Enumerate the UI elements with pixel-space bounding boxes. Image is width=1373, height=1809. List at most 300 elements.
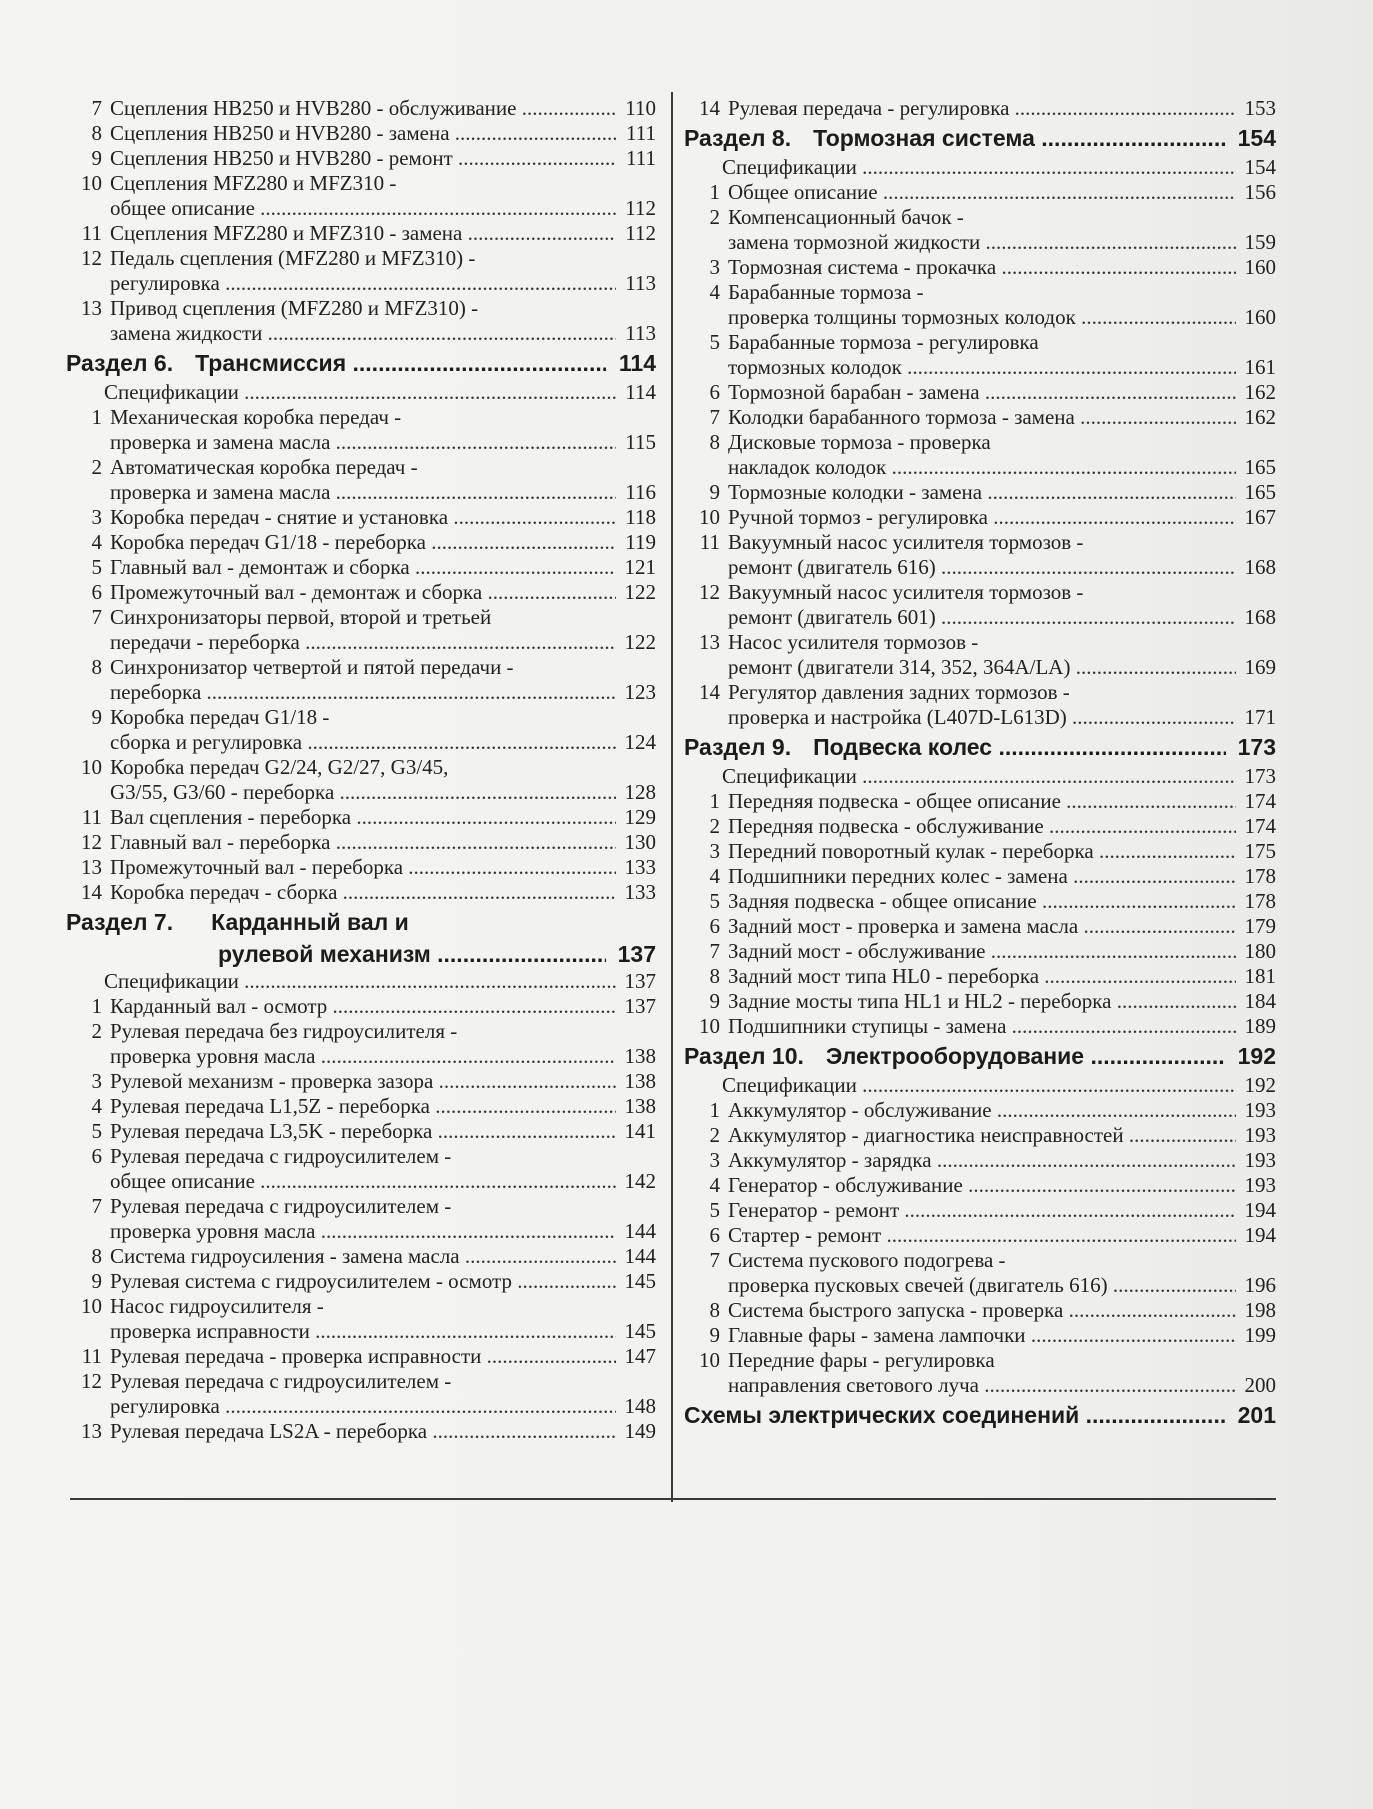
toc-entry: [66, 780, 656, 805]
toc-entry: [66, 830, 656, 855]
toc-entry: [66, 221, 656, 246]
toc-entry: [66, 1044, 656, 1069]
section-title-group: [66, 905, 606, 939]
section-title-group: [684, 730, 1226, 764]
toc-section-heading-cont: [66, 939, 656, 969]
section-page-number: 114: [618, 350, 656, 376]
toc-entry: [66, 296, 656, 321]
entry-page-number: 169: [1244, 655, 1276, 679]
entry-number: 14: [699, 680, 720, 704]
entry-page-number: 194: [1244, 1198, 1276, 1222]
entry-number: 1: [709, 180, 720, 204]
toc-entry: [66, 855, 656, 880]
entry-title: Компенсационный бачок -: [728, 205, 964, 229]
entry-number: 5: [91, 1119, 102, 1143]
section-title-group: [218, 939, 606, 969]
entry-number: 1: [91, 405, 102, 429]
entry-page-number: 128: [624, 780, 656, 804]
entry-text-wrap: [684, 1223, 1236, 1248]
entry-title: Передняя подвеска - обслуживание: [728, 814, 1044, 838]
entry-page-number: 159: [1244, 230, 1276, 254]
entry-number: 3: [709, 1148, 720, 1172]
entry-title: Стартер - ремонт: [728, 1223, 882, 1247]
entry-title: Тормозной барабан - замена: [728, 380, 980, 404]
toc-entry: [66, 994, 656, 1019]
entry-title: Тормозная система - прокачка: [728, 255, 997, 279]
entry-text-wrap: [684, 255, 1236, 280]
entry-number: 7: [709, 939, 720, 963]
entry-text-wrap: [684, 630, 1236, 655]
entry-page-number: 178: [1244, 889, 1276, 913]
entry-text-wrap: [684, 764, 1236, 789]
entry-number: 13: [81, 1419, 102, 1443]
toc-entry: [684, 1348, 1276, 1373]
entry-page-number: 111: [626, 146, 656, 170]
entry-text-wrap: [66, 505, 616, 530]
entry-title: Рулевая передача L1,5Z - переборка: [110, 1094, 430, 1118]
entry-text-wrap: [684, 530, 1236, 555]
toc-entry: [684, 864, 1276, 889]
entry-page-number: 174: [1244, 814, 1276, 838]
entry-text-wrap: [66, 680, 616, 705]
entry-page-number: 193: [1244, 1148, 1276, 1172]
entry-title: G3/55, G3/60 - переборка: [110, 780, 335, 804]
entry-page-number: 149: [624, 1419, 656, 1443]
entry-number: 10: [81, 1294, 102, 1318]
toc-entry: [66, 680, 656, 705]
entry-title: Спецификации: [104, 969, 239, 993]
toc-entry: [66, 805, 656, 830]
entry-title: тормозных колодок: [728, 355, 902, 379]
entry-text-wrap: [684, 964, 1236, 989]
entry-page-number: 200: [1244, 1373, 1276, 1397]
entry-page-number: 110: [625, 96, 656, 120]
entry-title: Главные фары - замена лампочки: [728, 1323, 1026, 1347]
entry-title: Насос усилителя тормозов -: [728, 630, 979, 654]
entry-title: Синхронизаторы первой, второй и третьей: [110, 605, 492, 629]
entry-page-number: 129: [624, 805, 656, 829]
entry-title: Рулевая система с гидроусилителем - осмотр: [110, 1269, 512, 1293]
entry-number: 8: [709, 964, 720, 988]
entry-text-wrap: [684, 989, 1236, 1014]
entry-number: 13: [81, 855, 102, 879]
entry-number: 11: [699, 530, 720, 554]
entry-text-wrap: [66, 780, 616, 805]
toc-entry: [66, 655, 656, 680]
toc-entry: [684, 605, 1276, 630]
entry-number: 6: [91, 580, 102, 604]
entry-text-wrap: [684, 655, 1236, 680]
toc-entry: [684, 480, 1276, 505]
entry-text-wrap: [684, 1373, 1236, 1398]
section-page-number: 154: [1237, 125, 1276, 151]
entry-title: Система быстрого запуска - проверка: [728, 1298, 1064, 1322]
entry-title: Сцепления MFZ280 и MFZ310 -: [110, 171, 397, 195]
entry-title: замена тормозной жидкости: [728, 230, 981, 254]
entry-text-wrap: [684, 230, 1236, 255]
entry-number: 2: [709, 814, 720, 838]
entry-title: проверка и замена масла: [110, 430, 331, 454]
toc-entry: [66, 1119, 656, 1144]
entry-title: Коробка передач - сборка: [110, 880, 338, 904]
entry-title: Спецификации: [722, 155, 857, 179]
toc-entry: [684, 1323, 1276, 1348]
section-title: Трансмиссия: [195, 350, 347, 376]
entry-text-wrap: [684, 380, 1236, 405]
entry-title: Сцепления HB250 и HVB280 - ремонт: [110, 146, 453, 170]
entry-title: Коробка передач G2/24, G2/27, G3/45,: [110, 755, 449, 779]
entry-text-wrap: [66, 880, 616, 905]
entry-text-wrap: [66, 146, 616, 171]
toc-entry: [684, 964, 1276, 989]
entry-page-number: 137: [624, 994, 656, 1018]
entry-text-wrap: [684, 705, 1236, 730]
entry-text-wrap: [684, 96, 1236, 121]
toc-entry: [66, 1344, 656, 1369]
section-title-group: [684, 1039, 1226, 1073]
entry-page-number: 181: [1244, 964, 1276, 988]
toc-entry: [66, 1244, 656, 1269]
toc-entry: [684, 1173, 1276, 1198]
entry-text-wrap: [66, 96, 616, 121]
entry-number: 4: [91, 1094, 102, 1118]
entry-title: Система гидроусиления - замена масла: [110, 1244, 460, 1268]
entry-title: Автоматическая коробка передач -: [110, 455, 418, 479]
entry-text-wrap: [684, 155, 1236, 180]
toc-entry: [684, 405, 1276, 430]
section-number: Раздел 8.: [684, 125, 792, 151]
entry-title: ремонт (двигатели 314, 352, 364A/LA): [728, 655, 1071, 679]
section-title: Карданный вал и: [211, 909, 409, 935]
entry-number: 7: [91, 96, 102, 120]
entry-title: Регулятор давления задних тормозов -: [728, 680, 1070, 704]
toc-entry: [684, 1148, 1276, 1173]
toc-section-heading: [66, 346, 656, 380]
entry-number: 9: [709, 1323, 720, 1347]
entry-page-number: 111: [626, 121, 656, 145]
toc-entry: [66, 1169, 656, 1194]
section-number: Раздел 10.: [684, 1043, 804, 1069]
entry-title: Промежуточный вал - переборка: [110, 855, 404, 879]
entry-number: 1: [709, 789, 720, 813]
entry-title: проверка толщины тормозных колодок: [728, 305, 1076, 329]
entry-title: Передние фары - регулировка: [728, 1348, 995, 1372]
entry-title: общее описание: [110, 1169, 255, 1193]
toc-entry: [66, 1194, 656, 1219]
entry-page-number: 173: [1244, 764, 1276, 788]
entry-text-wrap: [66, 994, 616, 1019]
entry-text-wrap: [684, 180, 1236, 205]
toc-right-column: [684, 96, 1276, 1432]
toc-entry: [66, 630, 656, 655]
entry-page-number: 171: [1244, 705, 1276, 729]
entry-page-number: 167: [1244, 505, 1276, 529]
toc-specifications: [684, 155, 1276, 180]
entry-text-wrap: [66, 171, 616, 196]
entry-title: Спецификации: [104, 380, 239, 404]
entry-number: 2: [91, 1019, 102, 1043]
entry-page-number: 138: [624, 1044, 656, 1068]
entry-text-wrap: [684, 680, 1236, 705]
toc-entry: [684, 889, 1276, 914]
entry-page-number: 118: [625, 505, 656, 529]
entry-page-number: 112: [625, 221, 656, 245]
entry-page-number: 113: [625, 271, 656, 295]
toc-entry: [684, 839, 1276, 864]
entry-title: сборка и регулировка: [110, 730, 303, 754]
entry-number: 2: [709, 205, 720, 229]
entry-page-number: 116: [625, 480, 656, 504]
entry-page-number: 124: [624, 730, 656, 754]
entry-title: Коробка передач G1/18 -: [110, 705, 330, 729]
entry-number: 9: [91, 1269, 102, 1293]
entry-page-number: 160: [1244, 305, 1276, 329]
entry-number: 1: [91, 994, 102, 1018]
entry-text-wrap: [66, 655, 616, 680]
entry-text-wrap: [66, 121, 616, 146]
entry-text-wrap: [66, 1344, 616, 1369]
entry-number: 9: [709, 989, 720, 1013]
entry-text-wrap: [66, 321, 616, 346]
toc-entry: [684, 530, 1276, 555]
entry-page-number: 112: [625, 196, 656, 220]
toc-entry: [684, 330, 1276, 355]
section-title: Схемы электрических соединений: [684, 1402, 1080, 1428]
entry-text-wrap: [684, 1014, 1236, 1039]
entry-text-wrap: [684, 605, 1236, 630]
entry-text-wrap: [684, 1273, 1236, 1298]
entry-page-number: 137: [624, 969, 656, 993]
toc-entry: [684, 280, 1276, 305]
bottom-rule: [70, 1498, 1276, 1500]
entry-page-number: 194: [1244, 1223, 1276, 1247]
entry-title: Задний мост - проверка и замена масла: [728, 914, 1079, 938]
entry-title: Привод сцепления (MFZ280 и MFZ310) -: [110, 296, 479, 320]
entry-text-wrap: [66, 1194, 616, 1219]
entry-number: 5: [91, 555, 102, 579]
entry-number: 12: [81, 830, 102, 854]
entry-text-wrap: [684, 1148, 1236, 1173]
entry-title: Рулевая передача с гидроусилителем -: [110, 1194, 452, 1218]
entry-text-wrap: [66, 969, 616, 994]
entry-number: 11: [81, 221, 102, 245]
entry-number: 4: [709, 280, 720, 304]
entry-title: Вакуумный насос усилителя тормозов -: [728, 530, 1084, 554]
toc-entry: [66, 705, 656, 730]
entry-title: Спецификации: [722, 764, 857, 788]
toc-entry: [684, 789, 1276, 814]
toc-entry: [66, 1294, 656, 1319]
entry-page-number: 148: [624, 1394, 656, 1418]
entry-text-wrap: [684, 1248, 1236, 1273]
toc-entry: [684, 814, 1276, 839]
entry-text-wrap: [66, 196, 616, 221]
entry-text-wrap: [66, 271, 616, 296]
entry-page-number: 179: [1244, 914, 1276, 938]
entry-number: 10: [699, 1014, 720, 1038]
entry-number: 3: [91, 1069, 102, 1093]
toc-entry: [684, 914, 1276, 939]
entry-title: Рулевая передача L3,5K - переборка: [110, 1119, 433, 1143]
entry-number: 10: [81, 171, 102, 195]
entry-page-number: 156: [1244, 180, 1276, 204]
entry-title: накладок колодок: [728, 455, 887, 479]
entry-title: Аккумулятор - диагностика неисправностей: [728, 1123, 1124, 1147]
entry-page-number: 123: [624, 680, 656, 704]
entry-page-number: 162: [1244, 405, 1276, 429]
entry-title: Спецификации: [722, 1073, 857, 1097]
entry-text-wrap: [684, 405, 1236, 430]
entry-title: регулировка: [110, 1394, 220, 1418]
section-title: Электрооборудование: [825, 1043, 1085, 1069]
entry-title: переборка: [110, 680, 202, 704]
toc-entry: [66, 1269, 656, 1294]
entry-title: Генератор - ремонт: [728, 1198, 900, 1222]
entry-text-wrap: [684, 1348, 1236, 1373]
entry-text-wrap: [684, 839, 1236, 864]
entry-title: Задний мост типа HL0 - переборка: [728, 964, 1040, 988]
toc-entry: [66, 196, 656, 221]
entry-page-number: 165: [1244, 455, 1276, 479]
toc-entry: [66, 730, 656, 755]
entry-page-number: 192: [1244, 1073, 1276, 1097]
entry-title: Генератор - обслуживание: [728, 1173, 963, 1197]
toc-entry: [66, 96, 656, 121]
toc-entry: [66, 555, 656, 580]
entry-text-wrap: [684, 814, 1236, 839]
entry-text-wrap: [66, 805, 616, 830]
entry-number: 7: [709, 405, 720, 429]
toc-entry: [66, 146, 656, 171]
entry-page-number: 196: [1244, 1273, 1276, 1297]
entry-number: 6: [709, 380, 720, 404]
entry-title: Вакуумный насос усилителя тормозов -: [728, 580, 1084, 604]
entry-title: Задняя подвеска - общее описание: [728, 889, 1037, 913]
toc-entry: [684, 255, 1276, 280]
entry-page-number: 168: [1244, 605, 1276, 629]
section-title: Подвеска колес: [813, 734, 993, 760]
entry-page-number: 130: [624, 830, 656, 854]
toc-section-heading: [684, 121, 1276, 155]
entry-title: Задний мост - обслуживание: [728, 939, 986, 963]
entry-text-wrap: [684, 580, 1236, 605]
entry-page-number: 184: [1244, 989, 1276, 1013]
entry-text-wrap: [66, 1069, 616, 1094]
entry-title: Коробка передач G1/18 - переборка: [110, 530, 426, 554]
section-number: Раздел 9.: [684, 734, 792, 760]
toc-entry: [684, 380, 1276, 405]
entry-title: Барабанные тормоза -: [728, 280, 924, 304]
entry-text-wrap: [66, 246, 616, 271]
entry-text-wrap: [684, 1173, 1236, 1198]
entry-text-wrap: [684, 1073, 1236, 1098]
entry-text-wrap: [66, 1094, 616, 1119]
entry-title: Подшипники ступицы - замена: [728, 1014, 1007, 1038]
toc-section-heading: [684, 1398, 1276, 1432]
entry-text-wrap: [684, 330, 1236, 355]
entry-page-number: 199: [1244, 1323, 1276, 1347]
entry-title: Насос гидроусилителя -: [110, 1294, 324, 1318]
entry-title: Рулевая передача с гидроусилителем -: [110, 1144, 452, 1168]
entry-title: Барабанные тормоза - регулировка: [728, 330, 1039, 354]
toc-specifications: [684, 1073, 1276, 1098]
entry-text-wrap: [66, 755, 616, 780]
toc-entry: [66, 505, 656, 530]
toc-entry: [684, 1248, 1276, 1273]
toc-entry: [684, 430, 1276, 455]
entry-text-wrap: [66, 530, 616, 555]
entry-text-wrap: [684, 555, 1236, 580]
entry-text-wrap: [684, 505, 1236, 530]
entry-title: Рулевая передача LS2A - переборка: [110, 1419, 428, 1443]
toc-section-heading: [684, 730, 1276, 764]
entry-text-wrap: [66, 1419, 616, 1444]
section-page-number: 201: [1237, 1402, 1276, 1428]
toc-entry: [66, 605, 656, 630]
entry-title: Промежуточный вал - демонтаж и сборка: [110, 580, 483, 604]
entry-number: 4: [91, 530, 102, 554]
entry-number: 3: [709, 255, 720, 279]
toc-entry: [66, 1144, 656, 1169]
entry-title: Аккумулятор - обслуживание: [728, 1098, 992, 1122]
entry-title: проверка и настройка (L407D-L613D): [728, 705, 1067, 729]
entry-page-number: 122: [624, 630, 656, 654]
toc-entry: [66, 455, 656, 480]
section-title-group: [684, 1398, 1226, 1432]
entry-number: 12: [699, 580, 720, 604]
entry-text-wrap: [684, 789, 1236, 814]
entry-title: Общее описание: [728, 180, 878, 204]
toc-entry: [66, 1069, 656, 1094]
toc-entry: [66, 271, 656, 296]
entry-page-number: 162: [1244, 380, 1276, 404]
entry-title: Рулевая передача - проверка исправности: [110, 1344, 482, 1368]
section-page-number: 192: [1237, 1043, 1276, 1069]
toc-entry: [66, 1394, 656, 1419]
entry-number: 8: [91, 655, 102, 679]
entry-title: Передняя подвеска - общее описание: [728, 789, 1061, 813]
entry-title: Вал сцепления - переборка: [110, 805, 352, 829]
entry-number: 12: [81, 1369, 102, 1393]
section-title-group: [66, 346, 606, 380]
entry-title: Рулевой механизм - проверка зазора: [110, 1069, 434, 1093]
toc-left-column: [66, 96, 656, 1444]
entry-text-wrap: [66, 630, 616, 655]
entry-number: 10: [699, 505, 720, 529]
entry-title: проверка исправности: [110, 1319, 310, 1343]
entry-title: проверка пусковых свечей (двигатель 616): [728, 1273, 1108, 1297]
toc-entry: [66, 880, 656, 905]
entry-text-wrap: [66, 1244, 616, 1269]
entry-title: Карданный вал - осмотр: [110, 994, 328, 1018]
entry-title: Главный вал - демонтаж и сборка: [110, 555, 410, 579]
entry-page-number: 154: [1244, 155, 1276, 179]
entry-page-number: 141: [624, 1119, 656, 1143]
toc-entry: [66, 530, 656, 555]
entry-text-wrap: [66, 830, 616, 855]
entry-number: 10: [699, 1348, 720, 1372]
toc-entry: [684, 555, 1276, 580]
toc-entry: [684, 230, 1276, 255]
entry-page-number: 189: [1244, 1014, 1276, 1038]
entry-page-number: 133: [624, 855, 656, 879]
toc-entry: [66, 321, 656, 346]
toc-entry: [684, 205, 1276, 230]
entry-title: Рулевая передача - регулировка: [728, 96, 1010, 120]
entry-page-number: 145: [624, 1269, 656, 1293]
toc-entry: [66, 246, 656, 271]
toc-entry: [66, 1094, 656, 1119]
